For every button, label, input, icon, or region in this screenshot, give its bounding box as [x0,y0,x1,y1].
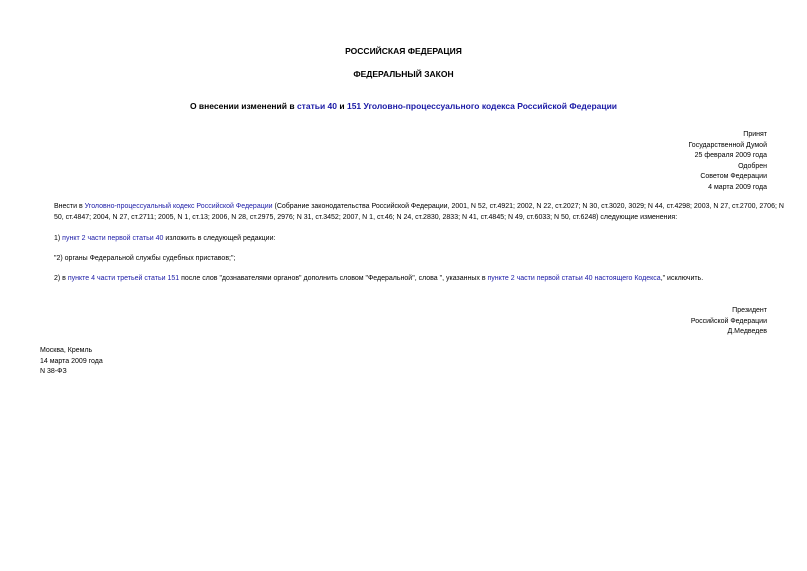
document-title [0,101,807,112]
link-article-40-part-1-item-2[interactable]: пункт 2 части первой статьи 40 [62,235,164,242]
paragraph-introduction [40,201,784,223]
paragraph-item-1 [40,233,784,244]
signature-country: Российской Федерации [690,317,767,325]
signature-title: Президент [732,307,767,314]
title-prefix: О внесении изменений в [189,101,297,111]
signature-block [691,306,767,338]
footer-date: 14 марта 2009 года [40,357,103,365]
adoption-approved: Одобрен [738,162,767,170]
title-link-article-40[interactable]: статьи 40 [296,101,338,111]
link-criminal-procedure-code[interactable]: Уголовно-процессуальный кодекс Российской Федерации [84,203,273,210]
link-article-40-code[interactable]: пункте 2 части первой статьи 40 настоящего Кодекса [487,275,661,282]
p2-number: 1) [54,235,63,242]
p4-number: 2) в [54,275,68,282]
footer-number: N 38-ФЗ [40,368,67,376]
title-link-article-151[interactable]: 151 Уголовно-процессуального кодекса Российской Федерации [346,101,618,111]
signature-name: Д.Медведев [727,328,767,336]
adoption-council: Советом Федерации [700,173,767,181]
document-footer [40,346,103,378]
footer-place: Москва, Кремль [40,347,93,354]
p2-rest: изложить в следующей редакции: [163,235,276,242]
title-and: и [337,101,347,111]
p4-middle: после слов "дознавателями органов" дополнить словом "Федеральной", слова ", указанных в [179,275,488,282]
adoption-duma-date: 25 февраля 2009 года [694,152,767,160]
paragraph-item-2 [40,273,784,284]
document-type-heading: ФЕДЕРАЛЬНЫЙ ЗАКОН [353,69,454,79]
p1-rest: (Собрание законодательства Российской Федерации, 2001, N 52, ст.4921; 2002, N 22, ст.2027; N 30, ст.3020, 3029; N 44, ст.4298; 2003, N 27, ст.2700, 2706; N 50, ст.4847; 2004, N 27, ст.2711; 2005, N 1, ст.13; 2006, N 28, ст.2975, 2976; N 31, ст.3452; 2007, N 1, ст.46; N 24, ст.2830, 2833; N 41, ст.4845; N 49, ст.6033; N 50, ст.6248) следующие изменения: [54,203,784,222]
paragraph-new-wording: "2) органы Федеральной службы судебных приставов;"; [54,255,236,262]
adoption-council-date: 4 марта 2009 года [708,183,767,191]
link-article-151-part-3-item-4[interactable]: пункте 4 части третьей статьи 151 [67,275,180,282]
adoption-duma: Государственной Думой [688,141,767,149]
p1-prefix: Внести в [54,203,85,210]
country-heading: РОССИЙСКАЯ ФЕДЕРАЦИЯ [345,46,462,56]
adoption-accepted: Принят [743,131,767,138]
p4-end: ," исключить. [660,275,704,282]
adoption-block [688,130,767,194]
